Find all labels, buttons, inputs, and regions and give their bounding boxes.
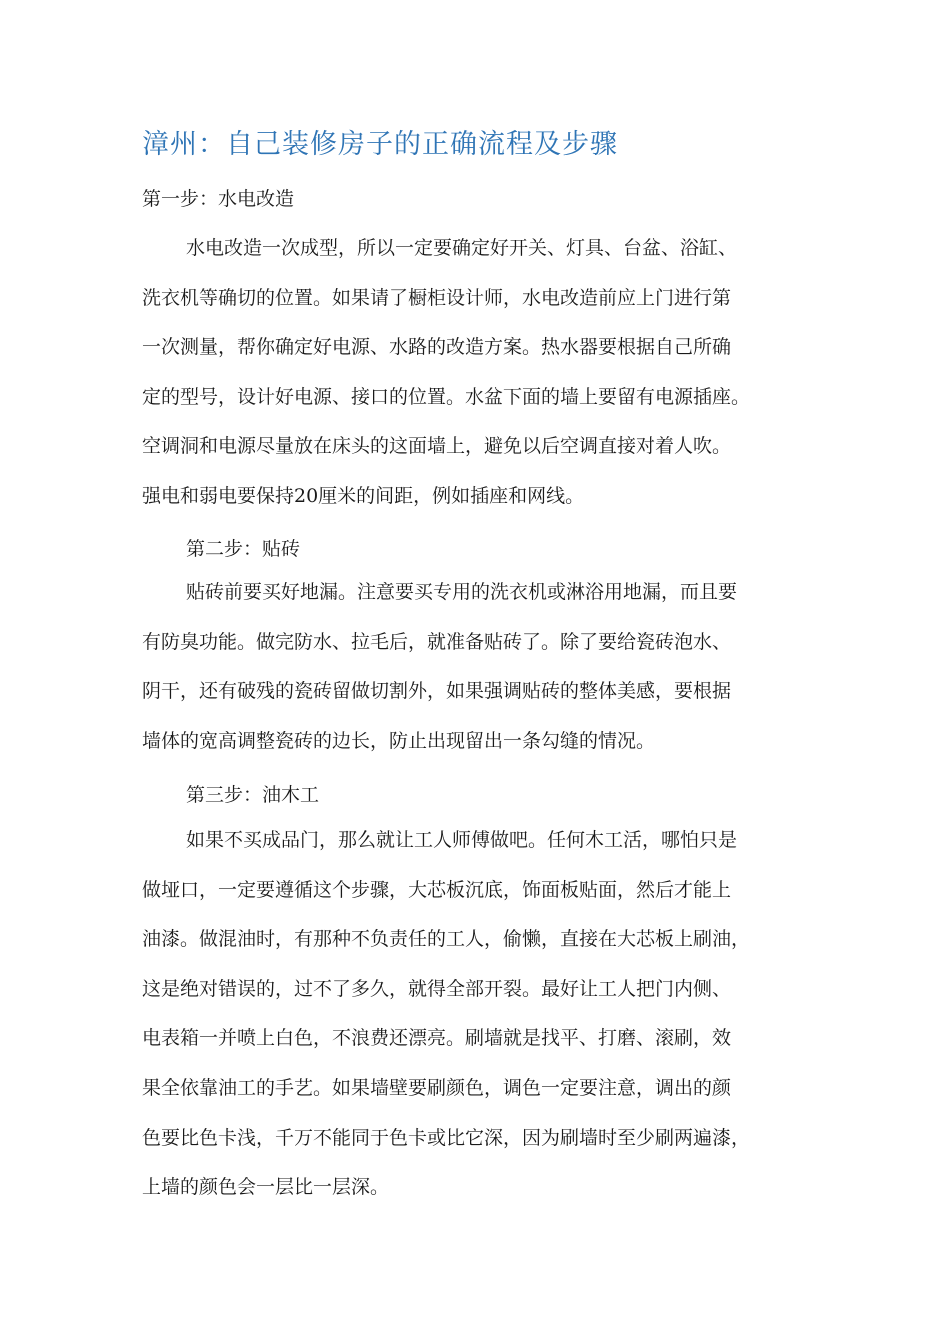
paragraph-line: 油漆。做混油时，有那种不负责任的工人，偷懒，直接在大芯板上刷油，: [142, 928, 751, 951]
paragraph-line: 贴砖前要买好地漏。注意要买专用的洗衣机或淋浴用地漏，而且要: [186, 581, 738, 603]
section-paragraph-2: [142, 572, 832, 770]
section-heading-3: 第三步：油木工: [186, 784, 320, 806]
section-paragraph-1: [142, 228, 832, 526]
section-heading-2: 第二步：贴砖: [186, 538, 301, 560]
paragraph-line: 水电改造一次成型，所以一定要确定好开关、灯具、台盆、浴缸、: [186, 237, 738, 259]
section-heading-1: 第一步：水电改造: [142, 188, 295, 210]
paragraph-line: 洗衣机等确切的位置。如果请了橱柜设计师，水电改造前应上门进行第: [142, 286, 732, 309]
paragraph-line: 果全依靠油工的手艺。如果墙壁要刷颜色，调色一定要注意，调出的颜: [142, 1076, 732, 1099]
paragraph-line: 色要比色卡浅，千万不能同于色卡或比它深，因为刷墙时至少刷两遍漆，: [142, 1126, 751, 1149]
paragraph-line: 有防臭功能。做完防水、拉毛后，就准备贴砖了。除了要给瓷砖泡水、: [142, 630, 732, 653]
paragraph-line: 做垭口，一定要遵循这个步骤，大芯板沉底，饰面板贴面，然后才能上: [142, 878, 732, 901]
paragraph-line: 阴干，还有破残的瓷砖留做切割外，如果强调贴砖的整体美感，要根据: [142, 680, 732, 703]
section-paragraph-3: [142, 820, 832, 1217]
paragraph-line: 强电和弱电要保持20厘米的间距，例如插座和网线。: [142, 484, 585, 507]
paragraph-line: 上墙的颜色会一层比一层深。: [142, 1176, 390, 1199]
paragraph-line: 一次测量，帮你确定好电源、水路的改造方案。热水器要根据自己所确: [142, 336, 732, 359]
paragraph-line: 墙体的宽高调整瓷砖的边长，防止出现留出一条勾缝的情况。: [142, 729, 656, 752]
paragraph-line: 空调洞和电源尽量放在床头的这面墙上，避免以后空调直接对着人吹。: [142, 435, 732, 458]
paragraph-line: 定的型号，设计好电源、接口的位置。水盆下面的墙上要留有电源插座。: [142, 385, 751, 408]
document-title: 漳州：自己装修房子的正确流程及步骤: [142, 129, 618, 160]
paragraph-line: 如果不买成品门，那么就让工人师傅做吧。任何木工活，哪怕只是: [186, 829, 738, 851]
paragraph-line: 这是绝对错误的，过不了多久，就得全部开裂。最好让工人把门内侧、: [142, 977, 732, 1000]
paragraph-line: 电表箱一并喷上白色，不浪费还漂亮。刷墙就是找平、打磨、滚刷，效: [142, 1027, 732, 1050]
